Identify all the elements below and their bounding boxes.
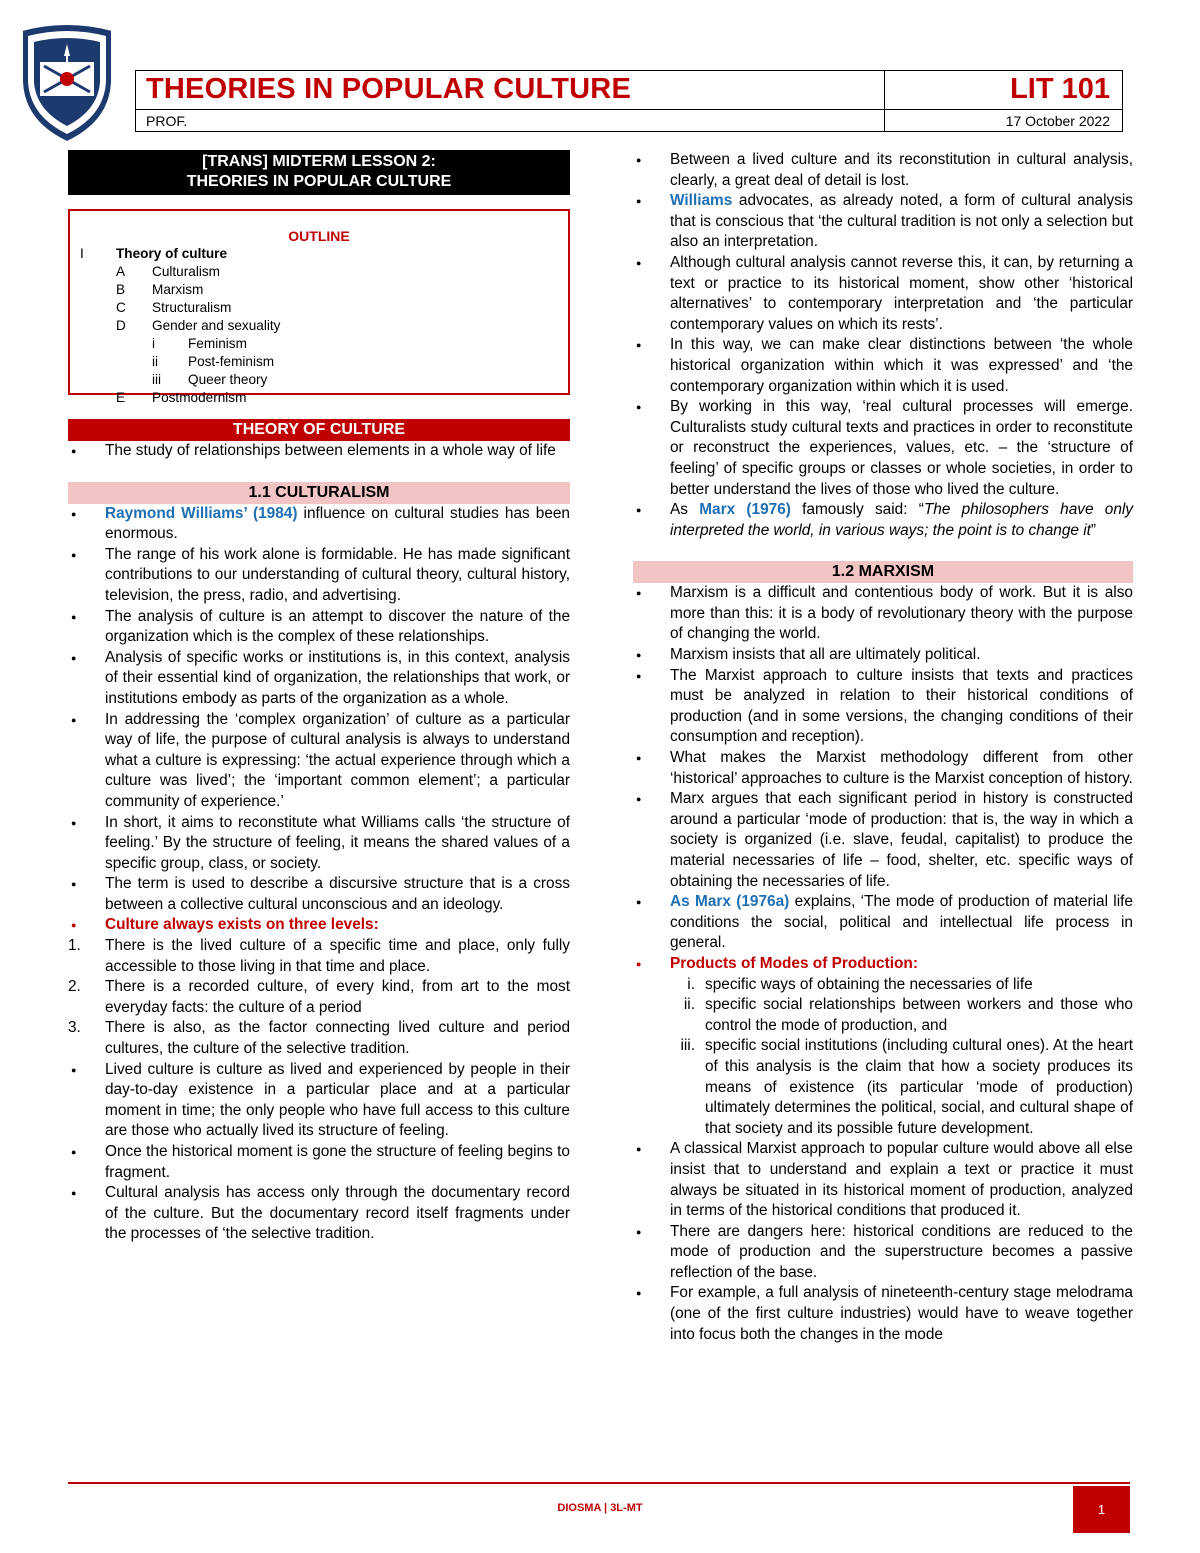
header-divider-horizontal [136,109,1122,110]
list-item: ● Analysis of specific works or institutions is, in this context, analysis of their essential kind of organization, the relationships that work, or institutions embody as parts of the organization as a whole. [68,648,570,710]
author-citation: Raymond Williams’ (1984) [105,504,298,522]
list-item: ii. specific social relationships between workers and those who control the mode of production, and [683,996,1133,1034]
course-title: THEORIES IN POPULAR CULTURE [146,73,631,105]
outline-title: OUTLINE [288,228,350,244]
list-item: ● Marxism is a difficult and contentious body of work. But it is also more than this: it is a body of revolutionary theory with the purpose of changing the world. [633,583,1133,645]
outline-item: C Structuralism [116,300,232,315]
lesson-title-line1: [TRANS] MIDTERM LESSON 2: [202,153,436,170]
marxism-list [633,583,1133,974]
list-item: ● Marxism insists that all are ultimately political. [633,645,1133,666]
list-item: ● As Marx (1976a) explains, ‘The mode of production of material life conditions the social, political and intellectual life process in general. [633,892,1133,954]
list-item: iii. specific social institutions (including cultural ones). At the heart of this analysis is the claim that how a society produces its means of existence (its particular ‘mode of production) ultimately determines the political, social, and cultural shape of that society and its possible future development. [680,1037,1133,1137]
author-citation: As Marx (1976a) [670,893,790,911]
marxism-list-continued [633,1139,1133,1345]
right-column [633,150,1133,1345]
outline-item: i Feminism [152,336,247,351]
lesson-banner [68,150,570,195]
theory-of-culture-list [68,441,570,462]
list-item: ● What makes the Marxist methodology different from other ‘historical’ approaches to culture is the Marxist conception of history. [633,748,1133,789]
outline-item: iii Queer theory [152,372,268,387]
course-code: LIT 101 [1010,73,1110,105]
list-item: 3. There is also, as the factor connecting lived culture and period cultures, the culture of the selective tradition. [68,1019,570,1058]
outline-item: B Marxism [116,282,204,297]
list-item: ● Cultural analysis has access only through the documentary record of the culture. But the documentary record itself fragments under the processes of ‘the selective tradition. [68,1183,570,1245]
culturalism-list-right [633,150,1133,541]
list-item: ● Raymond Williams’ (1984) influence on cultural studies has been enormous. [68,504,570,545]
list-item: ● By working in this way, ‘real cultural processes will emerge. Culturalists study cultural texts and practices in order to reconstitute or reconstruct the experiences, values, etc. – the ‘structure of feeling’ of specific groups or classes or whole societies, in order to better understand the lives of those who lived the culture. [633,397,1133,500]
footer-author: DIOSMA | 3L-MT [557,1502,643,1514]
culturalism-list-continued [68,1060,570,1245]
page-number: 1 [1073,1486,1130,1533]
outline-item: A Culturalism [116,264,220,279]
list-item: ● Although cultural analysis cannot reverse this, it can, by returning a text or practice to its historical moment, show other ‘historical alternatives’ to contemporary interpretation and ‘the particular contemporary values on which its rests’. [633,253,1133,335]
list-item: i. specific ways of obtaining the necessaries of life [687,975,1033,993]
professor-label: PROF. [146,113,188,129]
outline-item: ii Post-feminism [152,354,275,369]
list-item: ● The term is used to describe a discursive structure that is a cross between a collective cultural unconscious and an ideology. [68,874,570,915]
list-item: ● Marx argues that each significant period in history is constructed around a particular ‘mode of production: that is, the way in which a society is organized (i.e. slave, feudal, capitalist) to produce the material necessaries of life – food, shelter, etc. specific ways of obtaining the necessaries of life. [633,789,1133,892]
list-item: ● The analysis of culture is an attempt to discover the nature of the organization which is the complex of these relationships. [68,607,570,648]
author-citation: Marx (1976) [699,501,791,519]
list-item-highlight: ● Products of Modes of Production: [633,954,1133,975]
outline-item: E Postmodernism [116,390,247,405]
products-list [633,975,1133,1140]
footer-divider [68,1482,1130,1484]
list-item-highlight: ● Culture always exists on three levels: [68,915,570,936]
author-citation: Williams [670,192,733,210]
school-crest-logo [14,22,120,146]
culturalism-list [68,504,570,936]
list-item: ● The range of his work alone is formidable. He has made significant contributions to our understanding of cultural theory, cultural history, television, the press, radio, and advertising. [68,545,570,607]
list-item: ● Williams advocates, as already noted, a form of cultural analysis that is conscious that ‘the cultural tradition is not only a selection but also an interpretation. [633,191,1133,253]
list-item: ● The Marxist approach to culture insists that texts and practices must be analyzed in relation to their historical conditions of production (and in some versions, the changing conditions of their consumption and reception). [633,666,1133,748]
marxism-heading: 1.2 MARXISM [633,561,1133,583]
list-item: ● For example, a full analysis of nineteenth-century stage melodrama (one of the first culture industries) would have to weave together into focus both the changes in the mode [633,1283,1133,1345]
list-item: ● A classical Marxist approach to popular culture would above all else insist that to understand and explain a text or practice it must always be situated in its historical moment of production, analyzed in terms of the historical conditions that produced it. [633,1139,1133,1221]
header-table [135,70,1123,132]
culture-levels-list [68,936,570,1060]
culturalism-heading: 1.1 CULTURALISM [68,482,570,504]
header-divider-vertical [884,71,885,131]
list-item: ● As Marx (1976) famously said: “The philosophers have only interpreted the world, in various ways; the point is to change it” [633,500,1133,541]
lesson-title-line2: THEORIES IN POPULAR CULTURE [186,173,452,190]
theory-of-culture-heading: THEORY OF CULTURE [68,419,570,441]
list-item: ● In short, it aims to reconstitute what Williams calls ‘the structure of feeling.’ By the structure of feeling, it means the shared values of a specific group, class, or society. [68,813,570,875]
list-item: ● In addressing the ‘complex organization’ of culture as a particular way of life, the purpose of cultural analysis is always to understand what a culture is expressing: ‘the actual experience through which a culture was lived’; the ‘important common element’; a particular community of experience.’ [68,710,570,813]
list-item: ● Once the historical moment is gone the structure of feeling begins to fragment. [68,1142,570,1183]
list-item: ● Between a lived culture and its reconstitution in cultural analysis, clearly, a great deal of detail is lost. [633,150,1133,191]
lecture-date: 17 October 2022 [1005,113,1110,129]
list-item: ● The study of relationships between elements in a whole way of life [68,441,570,462]
list-item: ● In this way, we can make clear distinctions between ‘the whole historical organization within which it was expressed’ and ‘the contemporary organization within which it is used. [633,335,1133,397]
marx-quote: The philosophers have only interpreted the world, in various ways; the point is to change it [670,501,1133,539]
list-item: 2. There is a recorded culture, of every kind, from art to the most everyday facts: the culture of a period [68,978,570,1016]
outline-box [68,209,570,405]
list-item: ● There are dangers here: historical conditions are reduced to the mode of production and the superstructure becomes a passive reflection of the base. [633,1222,1133,1284]
outline-item: D Gender and sexuality [116,318,281,333]
left-column [68,150,570,1245]
list-item: 1. There is the lived culture of a specific time and place, only fully accessible to those living in that time and place. [68,937,570,975]
outline-item: I Theory of culture [80,246,228,261]
list-item: ● Lived culture is culture as lived and experienced by people in their day-to-day existence in a particular place and at a particular moment in time; the only people who have full access to this culture are those who actually lived its structure of feeling. [68,1060,570,1142]
